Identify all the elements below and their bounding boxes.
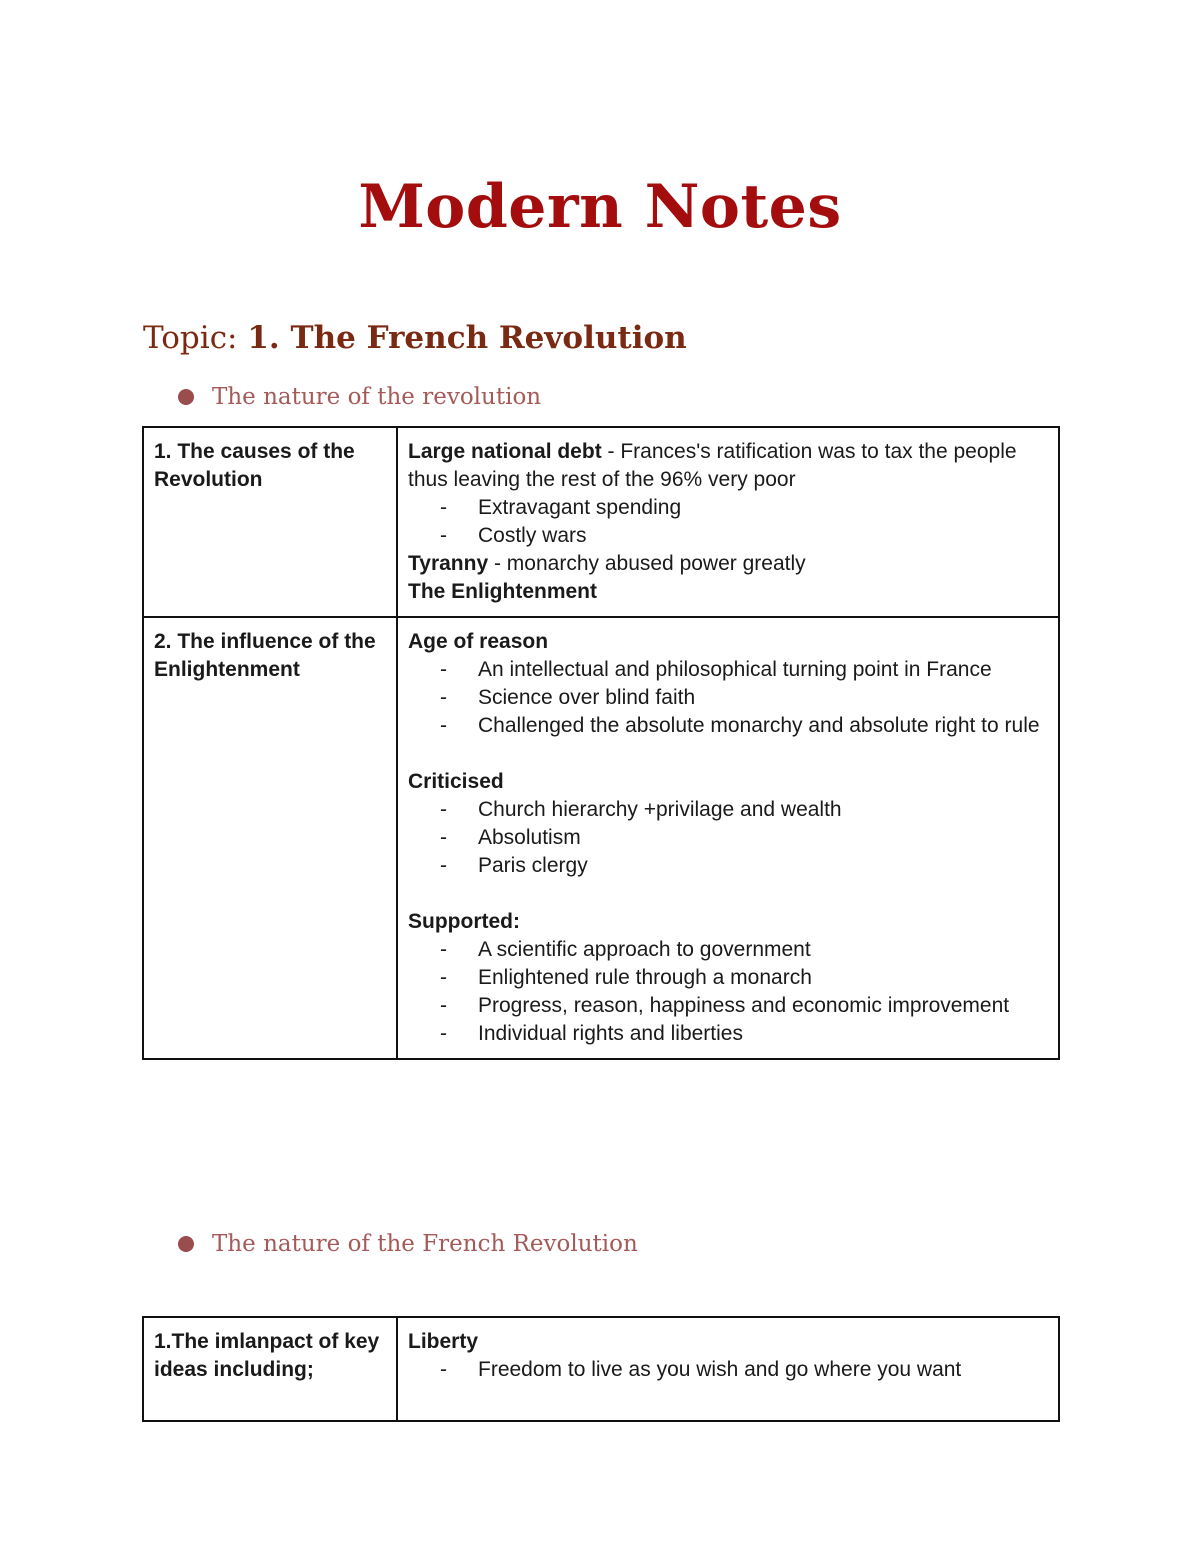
list-item: - Paris clergy — [478, 852, 1048, 880]
age-of-reason-list — [408, 656, 1048, 740]
supported-list — [408, 936, 1048, 1048]
liberty-label: Liberty — [408, 1330, 479, 1353]
debt-line — [408, 438, 1048, 494]
row-title: 1. The causes of the Revolution — [143, 427, 397, 617]
criticised-list — [408, 796, 1048, 880]
section-heading-nature — [178, 384, 541, 410]
list-item: - A scientific approach to government — [478, 936, 1048, 964]
bullet-dot-icon — [178, 389, 194, 405]
liberty-list — [408, 1356, 1048, 1384]
row-title: 1.The imlanpact of key ideas including; — [143, 1317, 397, 1421]
list-item: - Science over blind faith — [478, 684, 1048, 712]
list-item: - Challenged the absolute monarchy and absolute right to rule — [478, 712, 1048, 740]
notes-table-1 — [142, 426, 1060, 1060]
section-heading-french-revolution — [178, 1231, 638, 1257]
row-content — [397, 427, 1059, 617]
supported-label: Supported: — [408, 910, 520, 933]
topic-heading — [143, 320, 687, 356]
tyranny-line — [408, 550, 1048, 578]
table-row — [143, 1317, 1059, 1421]
criticised-label: Criticised — [408, 770, 504, 793]
document-title: Modern Notes — [358, 172, 842, 242]
list-item: - Enlightened rule through a monarch — [478, 964, 1048, 992]
spacer — [408, 740, 1048, 768]
debt-list — [408, 494, 1048, 550]
row-content — [397, 1317, 1059, 1421]
tyranny-text: - monarchy abused power greatly — [488, 552, 806, 575]
notes-table-2 — [142, 1316, 1060, 1422]
list-item: - Individual rights and liberties — [478, 1020, 1048, 1048]
debt-text: - Frances's ratification was to tax the people thus leaving the rest of the 96% very poor — [408, 440, 1017, 491]
list-item: - Costly wars — [478, 522, 1048, 550]
topic-label: Topic: — [143, 320, 248, 356]
row-content — [397, 617, 1059, 1059]
list-item: - Extravagant spending — [478, 494, 1048, 522]
list-item: - An intellectual and philosophical turning point in France — [478, 656, 1048, 684]
list-item: - Church hierarchy +privilage and wealth — [478, 796, 1048, 824]
list-item: - Absolutism — [478, 824, 1048, 852]
bullet-dot-icon — [178, 1236, 194, 1252]
list-item: - Freedom to live as you wish and go where you want — [478, 1356, 1048, 1384]
list-item: - Progress, reason, happiness and economic improvement — [478, 992, 1048, 1020]
topic-text: 1. The French Revolution — [247, 320, 687, 356]
table-row — [143, 427, 1059, 617]
debt-label: Large national debt — [408, 440, 602, 463]
row-title: 2. The influence of the Enlightenment — [143, 617, 397, 1059]
section-heading-text: The nature of the revolution — [212, 384, 542, 410]
spacer — [408, 880, 1048, 908]
section-heading-text: The nature of the French Revolution — [212, 1231, 638, 1257]
table-row — [143, 617, 1059, 1059]
tyranny-label: Tyranny — [408, 552, 489, 575]
enlightenment-label: The Enlightenment — [408, 580, 597, 603]
age-of-reason-label: Age of reason — [408, 630, 549, 653]
